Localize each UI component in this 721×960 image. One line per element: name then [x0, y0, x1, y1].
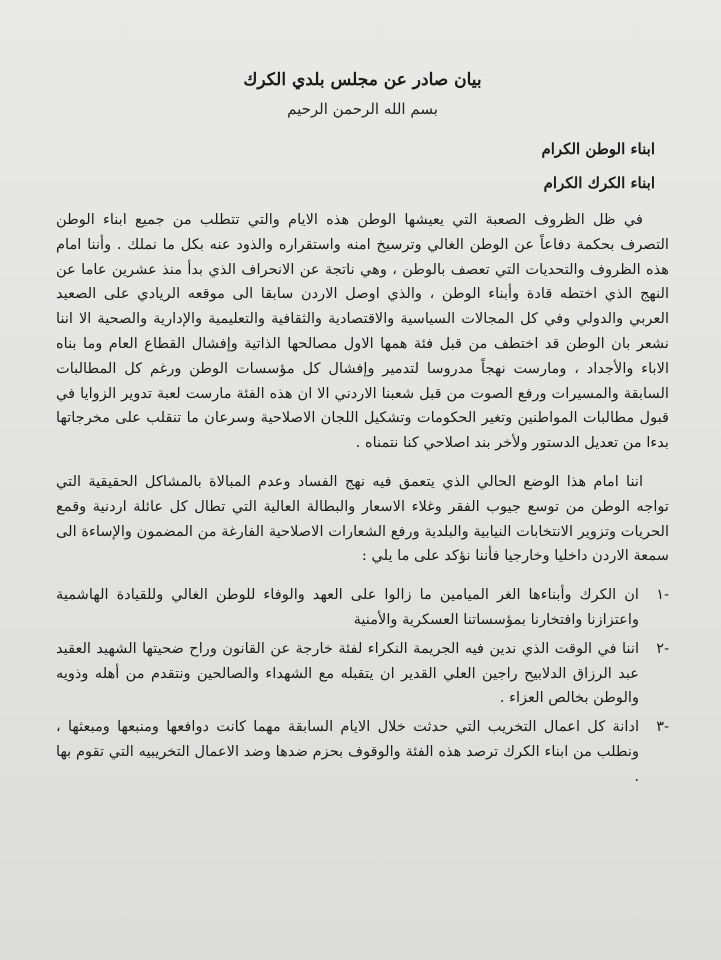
point-number: -٣ — [656, 718, 669, 736]
body-paragraph — [56, 208, 669, 456]
point-text: ادانة كل اعمال التخريب التي حدثت خلال الايام السابقة مهما كانت دوافعها ومنبعها ومبعثها ، ونطلب من ابناء الكرك ترصد هذه الفئة والوقوف بحزم ضدها وضد الاعمال التخريبيه التي تقوم بها . — [56, 718, 639, 785]
points-list — [56, 583, 669, 789]
list-item — [56, 715, 669, 789]
list-item — [56, 637, 669, 711]
paragraph-text: اننا امام هذا الوضع الحالي الذي يتعمق فيه نهج الفساد وعدم المبالاة بالمشاكل الحقيقية التي تواجه الوطن من توسع جيوب الفقر وغلاء الاسعار والبطالة العالية التي تطال كل عائلة اردنية وقمع الحريات وتزوير الانتخابات النيابية والبلدية ورفع الشعارات الاصلاحية الفارغة من المضمون والإساءة الى سمعة الاردن داخليا وخارجيا فأننا نؤكد على ما يلي : — [56, 472, 669, 565]
document-title: بيان صادر عن مجلس بلدي الكرك — [243, 70, 482, 90]
basmala-line: بسم الله الرحمن الرحيم — [287, 100, 438, 118]
list-item — [56, 583, 669, 633]
paragraph-text: في ظل الظروف الصعبة التي يعيشها الوطن هذه الايام والتي تتطلب من جميع ابناء الوطن التصرف بحكمة دفاعاً عن الوطن الغالي وترسيخ امنه واستقراره والذود عنه بكل ما نملك . وأننا امام هذه الظروف والتحديات التي تعصف بالوطن ، وهي ناتجة عن الانحراف الذي بدأ منذ عشرين عاما عن النهج الذي اختطه قادة وأبناء الوطن ، والذي اوصل الاردن سابقا الى موقعه الريادي على الصعيد العربي والدولي وفي كل المجالات السياسية والاقتصادية والثقافية والتعليمية والإدارية والصحية الا اننا نشعر بان الوطن قد اختطف من قبل فئة همها الاول مصالحها الذاتية وإفشال القطاع العام وما بناه الاباء والأجداد ، ومارست نهجاً مدروسا لتدمير وإفشال كل مؤسسات الوطن ورغم كل المطالبات السابقة والمسيرات ورفع الصوت من قبل شعبنا الاردني الا ان هذه الفئة مارست لعبة تدوير الزوايا في قبول مطالبات المواطنين وتغير الحكومات وتشكيل اللجان الاصلاحية وسرعان ما تنقلب على مخرجاتها بدءا من تعديل الدستور ولأخر بند اصلاحي كنا نتمناه . — [56, 211, 669, 452]
salutation-karak: ابناء الكرك الكرام — [543, 174, 655, 192]
point-text: اننا في الوقت الذي ندين فيه الجريمة النكراء لفئة خارجة عن القانون وراح ضحيتها الشهيد العقيد عبد الرزاق الدلابيح راجين العلي القدير ان يتقبله مع الشهداء والصالحين ونتقدم من أهله وذويه والوطن بخالص العزاء . — [56, 639, 639, 707]
point-text: ان الكرك وأبناءها الغر الميامين ما زالوا على العهد والوفاء للوطن الغالي وللقيادة الهاشمية واعتزازنا وافتخارنا بمؤسساتنا العسكرية والأمنية — [56, 586, 639, 628]
point-number: -١ — [656, 586, 669, 604]
salutation-nation: ابناء الوطن الكرام — [541, 140, 655, 158]
point-number: -٢ — [656, 639, 669, 657]
body-paragraph — [56, 470, 669, 569]
